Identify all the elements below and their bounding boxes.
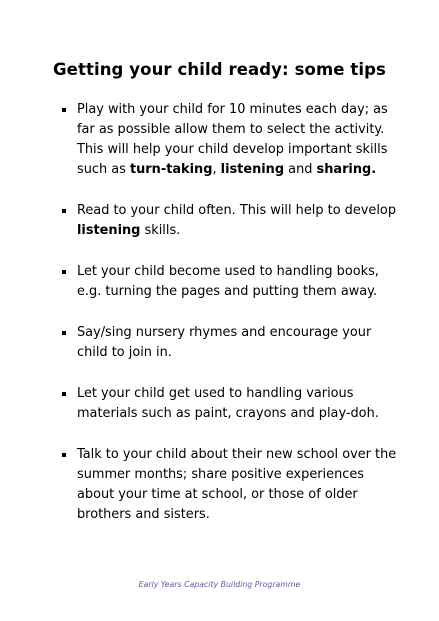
tips-list [60,100,400,546]
tip-text: Play with your child for 10 minutes each day; as far as possible allow them to select the activity. This will help your child develop important skills such as [77,102,388,177]
tip-text: Talk to your child about their new school over the summer months; share positive experiences about your time at school, or those of older brothers and sisters. [77,447,397,522]
tip-text: and [284,162,317,177]
square-bullet-icon [62,331,66,335]
square-bullet-icon [62,108,66,112]
square-bullet-icon [62,392,66,396]
tip-emphasis: turn-taking [129,162,213,177]
tip-text: skills. [140,223,181,238]
tip-text: Let your child get used to handling various materials such as paint, crayons and play-doh. [77,386,379,421]
tip-text: Say/sing nursery rhymes and encourage your child to join in. [77,325,372,360]
tip-emphasis: sharing. [316,162,377,177]
page-title: Getting your child ready: some tips [53,60,386,79]
list-item [60,100,400,180]
tip-text: , [212,162,221,177]
square-bullet-icon [62,209,66,213]
tip-text: Let your child become used to handling books, e.g. turning the pages and putting them away. [77,264,379,299]
tip-emphasis: listening [77,223,141,238]
list-item [60,445,400,525]
page-footer: Early Years Capacity Building Programme [138,580,301,589]
square-bullet-icon [62,453,66,457]
list-item [60,384,400,424]
tip-emphasis: listening [220,162,285,177]
list-item [60,201,400,241]
tip-text: Read to your child often. This will help to develop [77,203,397,218]
square-bullet-icon [62,270,66,274]
list-item [60,262,400,302]
list-item [60,323,400,363]
